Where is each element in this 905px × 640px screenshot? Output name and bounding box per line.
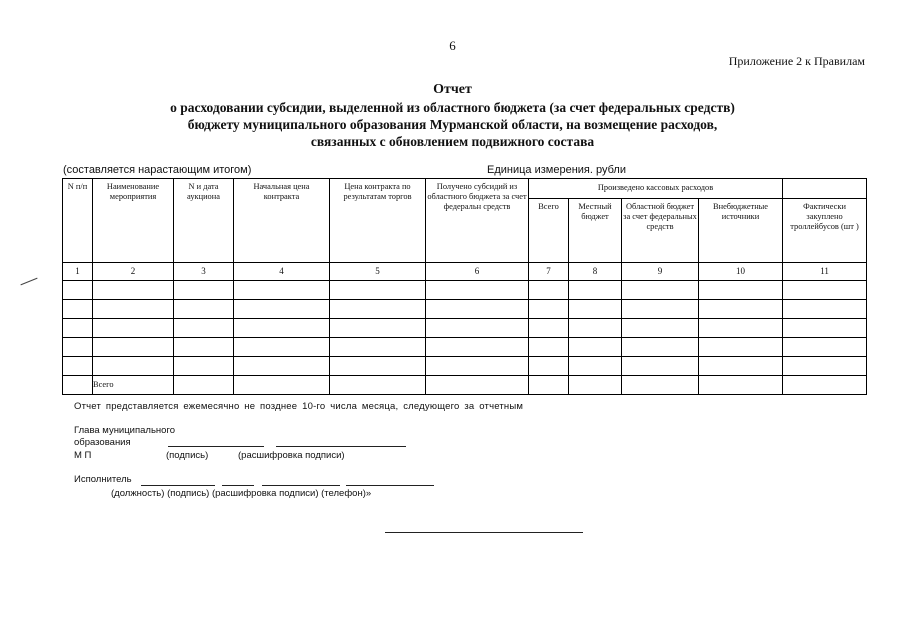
header-num: N п/п (63, 179, 93, 263)
column-number: 9 (622, 263, 699, 281)
margin-mark (20, 278, 37, 286)
column-number: 5 (330, 263, 426, 281)
header-regional: Областной бюджет за счет федеральных средств (622, 199, 699, 263)
executor-signature-line (222, 485, 254, 486)
report-subtitle-line-1: о расходовании субсидии, выделенной из областного бюджета (за счет федеральных средств) (170, 100, 735, 115)
table-row (63, 300, 867, 319)
head-signature-line (168, 446, 264, 447)
header-contract-price: Цена контракта по результатам торгов (330, 179, 426, 263)
report-table (62, 178, 867, 395)
head-label-line-1: Глава муниципального (74, 425, 175, 436)
column-number: 7 (529, 263, 569, 281)
signature-caption: (подпись) (166, 450, 209, 461)
stamp-place: М П (74, 450, 92, 461)
executor-position-line (141, 485, 215, 486)
header-purchased: Фактически закуплено троллейбусов (шт ) (783, 199, 867, 263)
page-number: 6 (449, 38, 456, 53)
table-row (63, 319, 867, 338)
header-auction: N и дата аукциона (174, 179, 234, 263)
head-decode-line (276, 446, 406, 447)
executor-phone-line (346, 485, 434, 486)
header-received: Получено субсидий из областного бюджета за счет федеральн средств (426, 179, 529, 263)
executor-captions: (должность) (подпись) (расшифровка подписи) (телефон)» (111, 488, 372, 499)
column-number: 10 (699, 263, 783, 281)
footnote: Отчет представляется ежемесячно не позднее 10-го числа месяца, следующего за отчетным (74, 401, 524, 412)
executor-decode-line (262, 485, 340, 486)
executor-label: Исполнитель (74, 474, 132, 485)
column-number: 8 (569, 263, 622, 281)
table-row (63, 338, 867, 357)
column-number: 4 (234, 263, 330, 281)
report-title: Отчет (433, 82, 472, 97)
table-row (63, 357, 867, 376)
total-label: Всего (93, 376, 174, 395)
column-number: 6 (426, 263, 529, 281)
header-event: Наименование мероприятия (93, 179, 174, 263)
closing-rule (385, 532, 583, 533)
appendix-label: Приложение 2 к Правилам (728, 54, 865, 68)
table-row (63, 281, 867, 300)
units-label: Единица измерения. рубли (487, 164, 626, 176)
total-row (63, 376, 867, 395)
header-total: Всего (529, 199, 569, 263)
header-initial-price: Начальная цена контракта (234, 179, 330, 263)
column-number: 3 (174, 263, 234, 281)
head-label-line-2: образования (74, 437, 131, 448)
header-blank (783, 179, 867, 199)
column-number: 1 (63, 263, 93, 281)
cumulative-note: (составляется нарастающим итогом) (63, 164, 252, 176)
header-spent-group: Произведено кассовых расходов (529, 179, 783, 199)
header-local: Местный бюджет (569, 199, 622, 263)
report-subtitle-line-3: связанных с обновлением подвижного состава (310, 134, 595, 149)
header-extra: Внебюджетные источники (699, 199, 783, 263)
column-number: 11 (783, 263, 867, 281)
column-number: 2 (93, 263, 174, 281)
decode-caption: (расшифровка подписи) (238, 450, 345, 461)
report-subtitle-line-2: бюджету муниципального образования Мурманской области, на возмещение расходов, (187, 117, 718, 132)
